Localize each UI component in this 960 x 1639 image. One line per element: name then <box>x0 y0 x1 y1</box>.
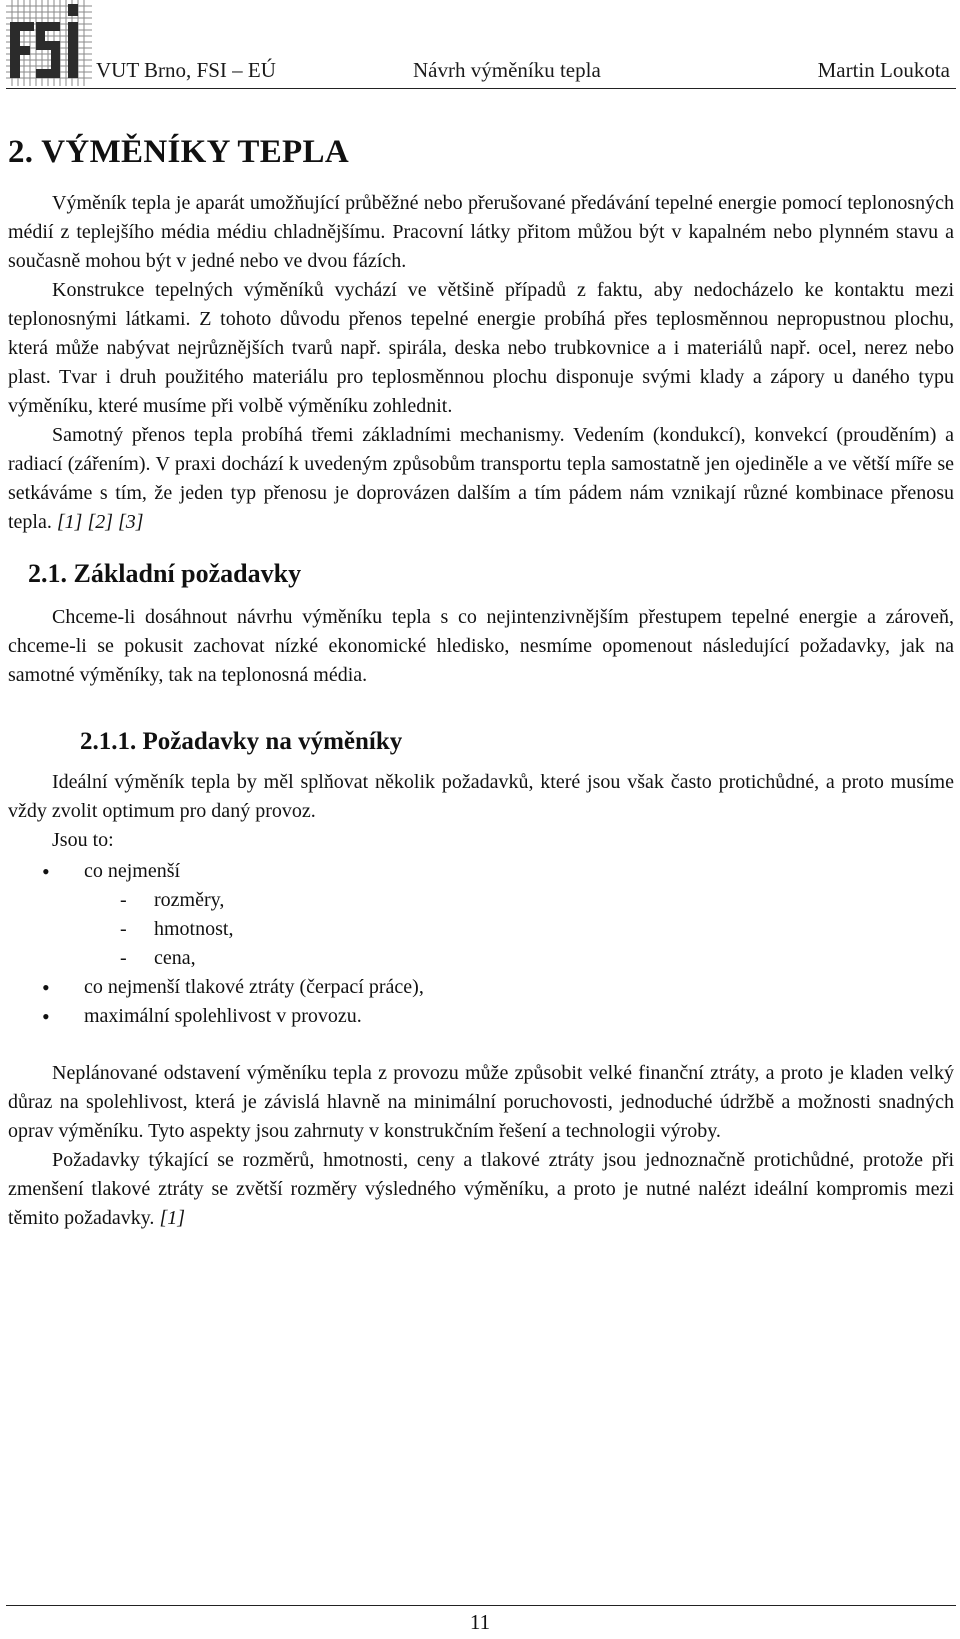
subsection-title: 2.1.1. Požadavky na výměníky <box>80 728 403 755</box>
sub-list <box>84 886 954 973</box>
header-divider <box>6 88 956 89</box>
subsection-paragraph-2 <box>8 1146 954 1233</box>
subsection-paragraph-2-text: Požadavky týkající se rozměrů, hmotnosti, ceny a tlakové ztráty jsou jednoznačně protichůdné, protože při zmenšení tlakové ztráty se zvětší rozměry výsledného výměníku, a proto je nutné nalézt ideální kompromis mezi těmito požadavky. <box>8 1149 954 1229</box>
list-item <box>8 857 954 973</box>
subsection-paragraph-1: Neplánované odstavení výměníku tepla z provozu může způsobit velké finanční ztráty, a proto je kladen velký důraz na spolehlivost, která je závislá hlavně na minimální poruchovosti, jednoduché údržbě a možnosti snadných oprav výměníku. Tyto aspekty jsou zahrnuty v konstrukčním řešení a technologii výroby. <box>8 1062 954 1142</box>
list-lead: Jsou to: <box>52 829 114 851</box>
sub-list-item: - hmotnost, <box>84 915 954 944</box>
subsection-intro: Ideální výměník tepla by měl splňovat několik požadavků, které jsou však často protichůdné, a proto musíme vždy zvolit optimum pro daný provoz. <box>8 771 954 822</box>
list-item-text: maximální spolehlivost v provozu. <box>84 1005 362 1027</box>
chapter-title: 2. VÝMĚNÍKY TEPLA <box>8 134 349 170</box>
page-body <box>8 126 954 1233</box>
header-institution: VUT Brno, FSI – EÚ <box>96 58 276 82</box>
list-item <box>8 1002 954 1031</box>
chapter-paragraph-3-text: Samotný přenos tepla probíhá třemi základními mechanismy. Vedením (kondukcí), konvekcí (prouděním) a radiací (zářením). V praxi dochází k uvedeným způsobům transportu tepla samostatně jen ojediněle a ve větší míře se setkáváme s tím, že jeden typ přenosu je doprovázen dalším a tím pádem nám vznikají různé kombinace přenosu tepla. <box>8 424 954 533</box>
chapter-paragraph-1: Výměník tepla je aparát umožňující průběžné nebo přerušované předávání tepelné energie pomocí teplonosných médií z teplejšího média médiu chladnějšímu. Pracovní látky přitom můžou být v kapalném nebo plynném stavu a současně mohou být v jedné nebo ve dvou fázích. <box>8 192 954 272</box>
header-document-title: Návrh výměníku tepla <box>413 58 601 82</box>
page-header <box>6 0 956 92</box>
list-item-text: co nejmenší <box>84 860 181 882</box>
fsi-logo-icon <box>6 0 92 86</box>
section-paragraph: Chceme-li dosáhnout návrhu výměníku tepla s co nejintenzivnějším přestupem tepelné energie a zároveň, chceme-li se pokusit zachovat nízké ekonomické hledisko, nesmíme opomenout následující požadavky, jak na samotné výměníky, tak na teplonosná média. <box>8 606 954 686</box>
sub-list-item: - cena, <box>84 944 954 973</box>
subsection-citation: [1] <box>159 1207 186 1229</box>
requirements-list <box>8 857 954 1031</box>
header-author: Martin Loukota <box>817 58 950 82</box>
chapter-paragraph-2: Konstrukce tepelných výměníků vychází ve většině případů z faktu, aby nedocházelo ke kontaktu mezi teplonosnými látkami. Z tohoto důvodu přenos tepelné energie probíhá přes teplosměnnou nepropustnou plochu, která může nabývat nejrůznějších tvarů např. spirála, deska nebo trubkovnice a i materiálů např. ocel, nerez nebo plast. Tvar i druh použitého materiálu pro teplosměnnou plochu disponuje svými klady a zápory u daného typu výměníku, které musíme při volbě výměníku zohlednit. <box>8 279 954 417</box>
footer-divider <box>6 1605 956 1606</box>
chapter-paragraph-3 <box>8 421 954 537</box>
chapter-citation: [1] [2] [3] <box>56 511 144 533</box>
list-item-text: co nejmenší tlakové ztráty (čerpací práce), <box>84 976 424 998</box>
list-item <box>8 973 954 1002</box>
sub-list-item: - rozměry, <box>84 886 954 915</box>
section-title: 2.1. Základní požadavky <box>28 559 302 588</box>
page-number: 11 <box>469 1610 491 1634</box>
